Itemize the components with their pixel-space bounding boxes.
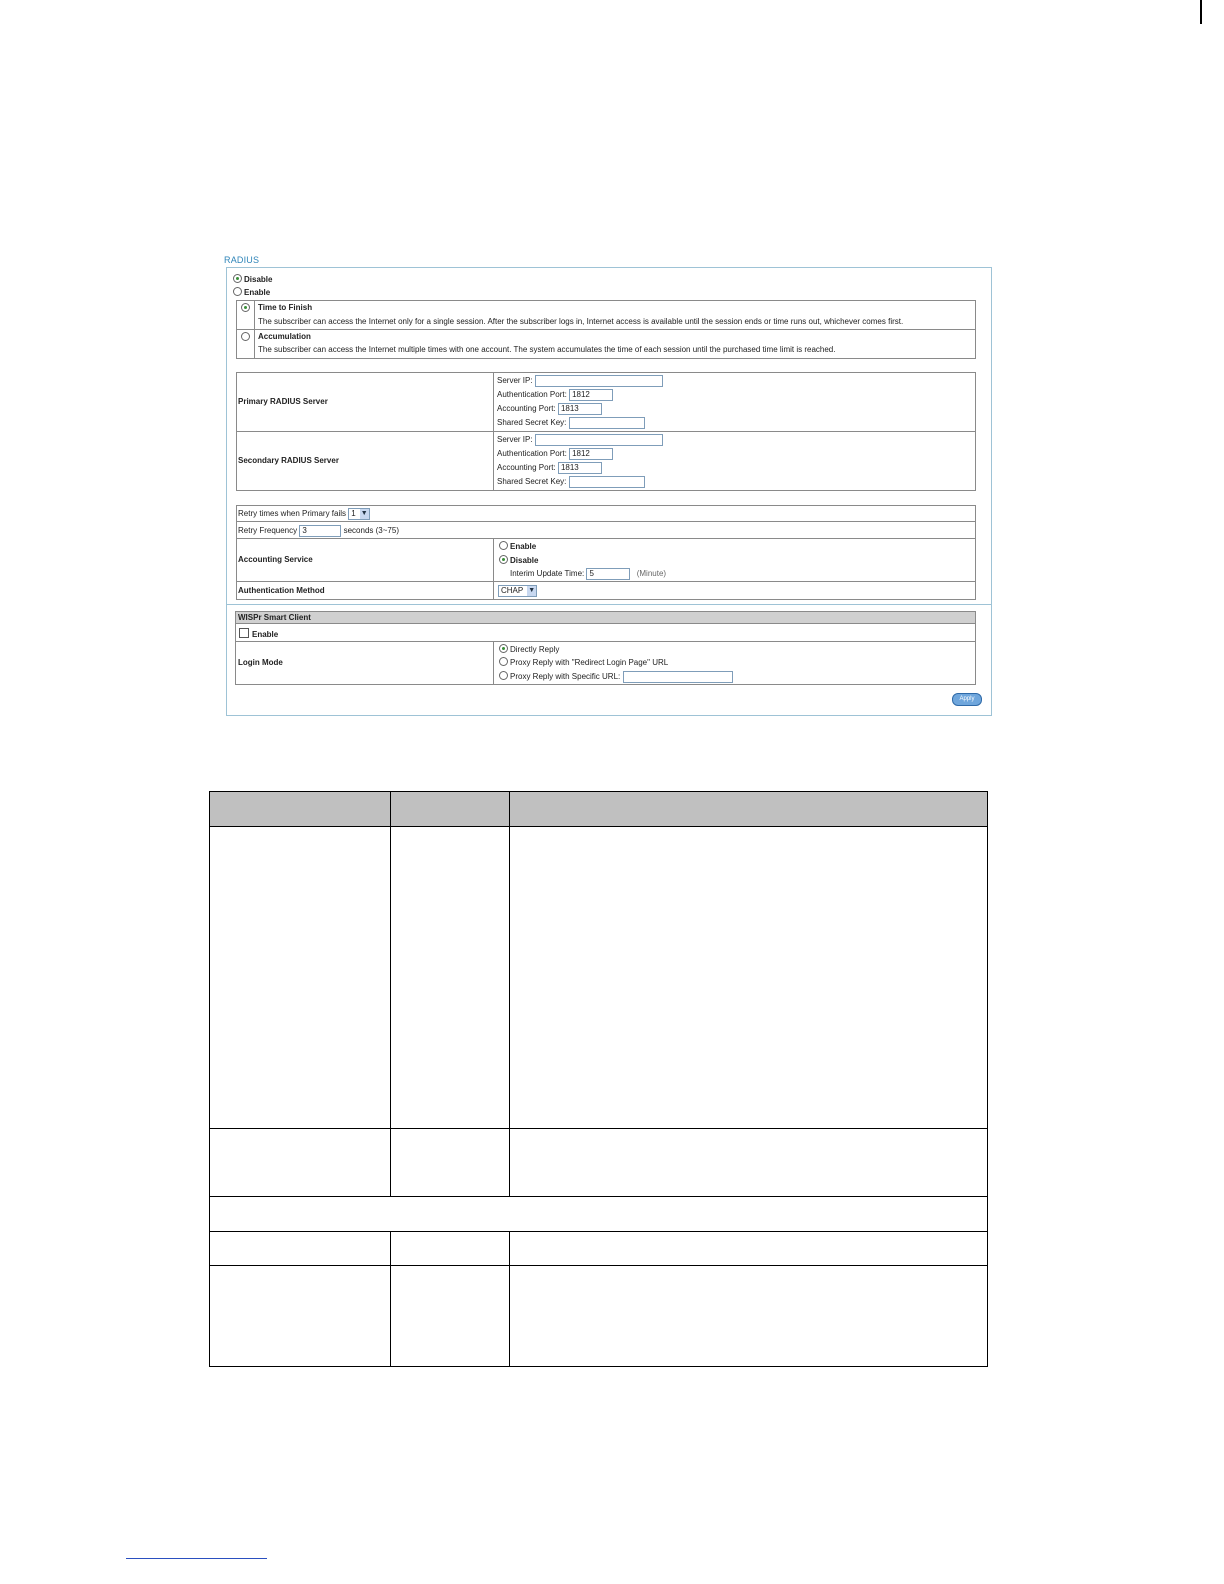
servers-col-divider [493,372,494,491]
chevron-down-icon: ▼ [528,587,536,594]
secondary-auth-port-input[interactable]: 1812 [569,448,613,460]
primary-server-ip-input[interactable] [535,375,663,387]
retry-times-label: Retry times when Primary fails [238,509,347,519]
primary-auth-port-label: Authentication Port: [497,390,567,400]
auth-method-value: CHAP [501,586,524,595]
wispr-divider [235,641,976,642]
primary-acct-port-row [497,403,602,415]
retry-times-select[interactable] [348,508,369,520]
secondary-server-label: Secondary RADIUS Server [238,456,339,465]
param-table-col-divider-2b [509,1231,510,1367]
retry-divider-1 [236,521,976,522]
param-table-header-bottom [209,826,988,827]
primary-secret-row [497,417,645,429]
primary-auth-port-input[interactable]: 1812 [569,389,613,401]
secondary-server-ip-row [497,434,663,446]
primary-server-ip-row [497,375,663,387]
login-mode-redirect-label: Proxy Reply with "Redirect Login Page" URL [510,658,669,667]
param-table-row-border-2 [209,1196,988,1197]
login-mode-specific-radio[interactable] [499,671,508,680]
interim-update-input[interactable]: 5 [586,568,630,580]
param-table-col-divider-1a [390,791,391,1197]
retry-divider-2 [236,538,976,539]
login-mode-option-specific[interactable] [499,671,733,683]
param-table-row-border-3 [209,1231,988,1232]
secondary-secret-label: Shared Secret Key: [497,477,567,487]
secondary-acct-port-input[interactable]: 1813 [558,462,602,474]
radius-enable-label: Enable [244,288,271,297]
secondary-secret-row [497,476,645,488]
auth-method-select[interactable] [498,585,537,597]
accounting-enable-label: Enable [510,542,537,551]
primary-acct-port-label: Accounting Port: [497,404,556,414]
auth-method-label: Authentication Method [238,586,325,595]
billing-col-divider [254,300,255,359]
secondary-auth-port-row [497,448,613,460]
accumulation-label: Accumulation [258,332,311,341]
time-to-finish-radio[interactable] [241,303,250,312]
secondary-acct-port-row [497,462,602,474]
time-to-finish-label: Time to Finish [258,303,313,312]
login-mode-label: Login Mode [238,658,283,667]
secondary-auth-port-label: Authentication Port: [497,449,567,459]
wispr-col-divider [493,641,494,685]
servers-divider [236,431,976,432]
auth-method-dropdown[interactable] [498,585,537,597]
wispr-section-header [235,611,976,624]
param-table-row-border-4 [209,1265,988,1266]
primary-server-ip-label: Server IP: [497,376,533,386]
primary-secret-input[interactable] [569,417,645,429]
interim-update-unit: (Minute) [636,569,667,579]
param-table-bottom-border [209,1366,988,1367]
param-table-header [209,791,988,826]
specific-url-input[interactable] [623,671,733,683]
primary-auth-port-row [497,389,613,401]
footer-link-underline[interactable] [126,1558,267,1559]
page-edge-rule [1200,0,1202,24]
retry-col-divider [493,538,494,600]
secondary-acct-port-label: Accounting Port: [497,463,556,473]
param-table-col-divider-1b [390,1231,391,1367]
retry-divider-3 [236,581,976,582]
primary-secret-label: Shared Secret Key: [497,418,567,428]
param-table-col-divider-2a [509,791,510,1197]
retry-frequency-label: Retry Frequency [238,526,298,536]
accounting-disable-option[interactable] [499,555,538,565]
secondary-server-ip-label: Server IP: [497,435,533,445]
login-mode-direct-radio[interactable] [499,644,508,653]
wispr-section-title: WISPr Smart Client [238,613,311,622]
radius-legend: RADIUS [224,255,260,265]
interim-update-label: Interim Update Time: [510,569,585,579]
accounting-enable-option[interactable] [499,541,536,551]
interim-update-row [510,568,666,580]
retry-times-value: 1 [351,509,356,518]
wispr-enable-label: Enable [252,630,279,639]
chevron-down-icon: ▼ [360,510,368,517]
param-table-left-border [209,791,210,1367]
radius-enable-radio[interactable] [233,287,242,296]
secondary-secret-input[interactable] [569,476,645,488]
accounting-disable-label: Disable [510,556,539,565]
accounting-disable-radio[interactable] [499,555,508,564]
login-mode-option-redirect[interactable] [499,657,668,667]
retry-frequency-input[interactable]: 3 [299,525,341,537]
login-mode-option-direct[interactable] [499,644,559,654]
secondary-server-ip-input[interactable] [535,434,663,446]
login-mode-redirect-radio[interactable] [499,657,508,666]
radius-disable-radio[interactable] [233,274,242,283]
radius-enable-option[interactable] [233,287,270,297]
billing-divider [236,329,976,330]
accounting-enable-radio[interactable] [499,541,508,550]
primary-acct-port-input[interactable]: 1813 [558,403,602,415]
accounting-service-label: Accounting Service [238,555,313,564]
retry-frequency-row [238,525,399,537]
time-to-finish-description: The subscriber can access the Internet only for a single session. After the subscriber logs in, Internet access is available until the session ends or time runs out, whichever comes first. [258,317,904,326]
primary-server-label: Primary RADIUS Server [238,397,328,406]
accumulation-radio[interactable] [241,332,250,341]
login-mode-direct-label: Directly Reply [510,645,560,654]
radius-disable-option[interactable] [233,274,272,284]
param-table-right-border [987,791,988,1367]
param-table-row-border-1 [209,1128,988,1129]
accumulation-description: The subscriber can access the Internet multiple times with one account. The system accumulates the time of each session until the purchased time limit is reached. [258,345,836,354]
login-mode-specific-label: Proxy Reply with Specific URL: [510,672,621,682]
apply-button[interactable]: Apply [952,693,982,706]
param-table-top-border [209,791,988,792]
wispr-separator [226,604,992,605]
retry-frequency-suffix: seconds (3~75) [343,526,399,536]
radius-disable-label: Disable [244,275,273,284]
retry-times-row [238,508,370,520]
